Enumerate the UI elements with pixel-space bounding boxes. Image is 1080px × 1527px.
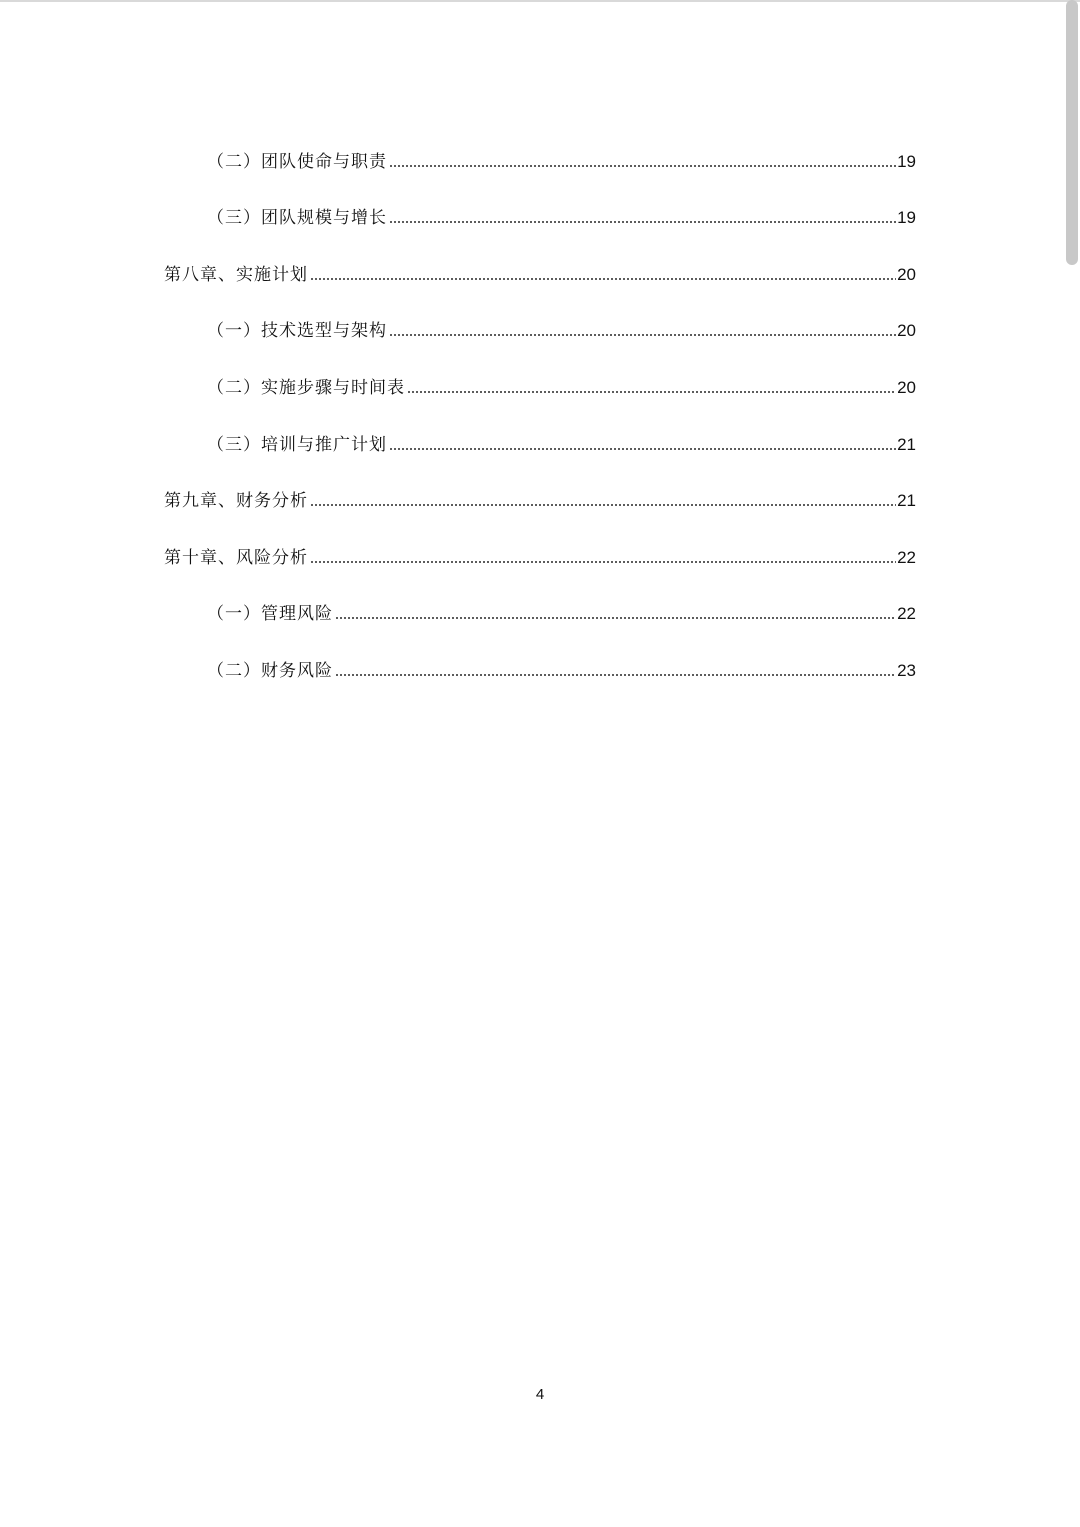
toc-dot-leader <box>407 389 896 395</box>
toc-entry[interactable] <box>164 262 916 288</box>
toc-dot-leader <box>335 672 896 678</box>
toc-entry[interactable] <box>207 658 916 684</box>
toc-entry-title: 第十章、风险分析 <box>164 548 308 568</box>
toc-entry-page: 19 <box>897 152 916 171</box>
toc-entry-page: 22 <box>897 548 916 567</box>
toc-entry[interactable] <box>207 149 916 175</box>
toc-dot-leader <box>335 615 896 621</box>
toc-entry-page: 20 <box>897 378 916 397</box>
toc-dot-leader <box>389 446 896 452</box>
toc-entry-page: 21 <box>897 435 916 454</box>
toc-entry[interactable] <box>164 488 916 514</box>
toc-entry-title: 第八章、实施计划 <box>164 265 308 285</box>
toc-entry[interactable] <box>207 601 916 627</box>
toc-dot-leader <box>389 332 896 338</box>
page-number: 4 <box>535 1386 545 1403</box>
toc-dot-leader <box>310 559 896 565</box>
toc-entry-title: （二）财务风险 <box>207 661 333 681</box>
toc-entry-page: 21 <box>897 491 916 510</box>
toc-entry[interactable] <box>207 375 916 401</box>
toc-entry-page: 20 <box>897 265 916 284</box>
toc-entry[interactable] <box>164 545 916 571</box>
toc-entry-title: （三）团队规模与增长 <box>207 208 387 228</box>
toc-entry[interactable] <box>207 318 916 344</box>
page-top-border <box>0 0 1080 2</box>
toc-dot-leader <box>389 219 896 225</box>
toc-entry[interactable] <box>207 432 916 458</box>
toc-entry-title: 第九章、财务分析 <box>164 491 308 511</box>
toc-entry-page: 22 <box>897 604 916 623</box>
toc-entry-title: （一）技术选型与架构 <box>207 321 387 341</box>
toc-entry-page: 23 <box>897 661 916 680</box>
toc-entry-title: （二）团队使命与职责 <box>207 152 387 172</box>
toc-entry-page: 19 <box>897 208 916 227</box>
toc-entry-title: （三）培训与推广计划 <box>207 435 387 455</box>
toc-dot-leader <box>389 163 896 169</box>
toc-entry[interactable] <box>207 205 916 231</box>
scrollbar-thumb[interactable] <box>1066 0 1078 265</box>
toc-entry-page: 20 <box>897 321 916 340</box>
toc-dot-leader <box>310 502 896 508</box>
toc-entry-title: （一）管理风险 <box>207 604 333 624</box>
toc-entry-title: （二）实施步骤与时间表 <box>207 378 405 398</box>
vertical-scrollbar[interactable] <box>1058 0 1080 1527</box>
toc-dot-leader <box>310 276 896 282</box>
